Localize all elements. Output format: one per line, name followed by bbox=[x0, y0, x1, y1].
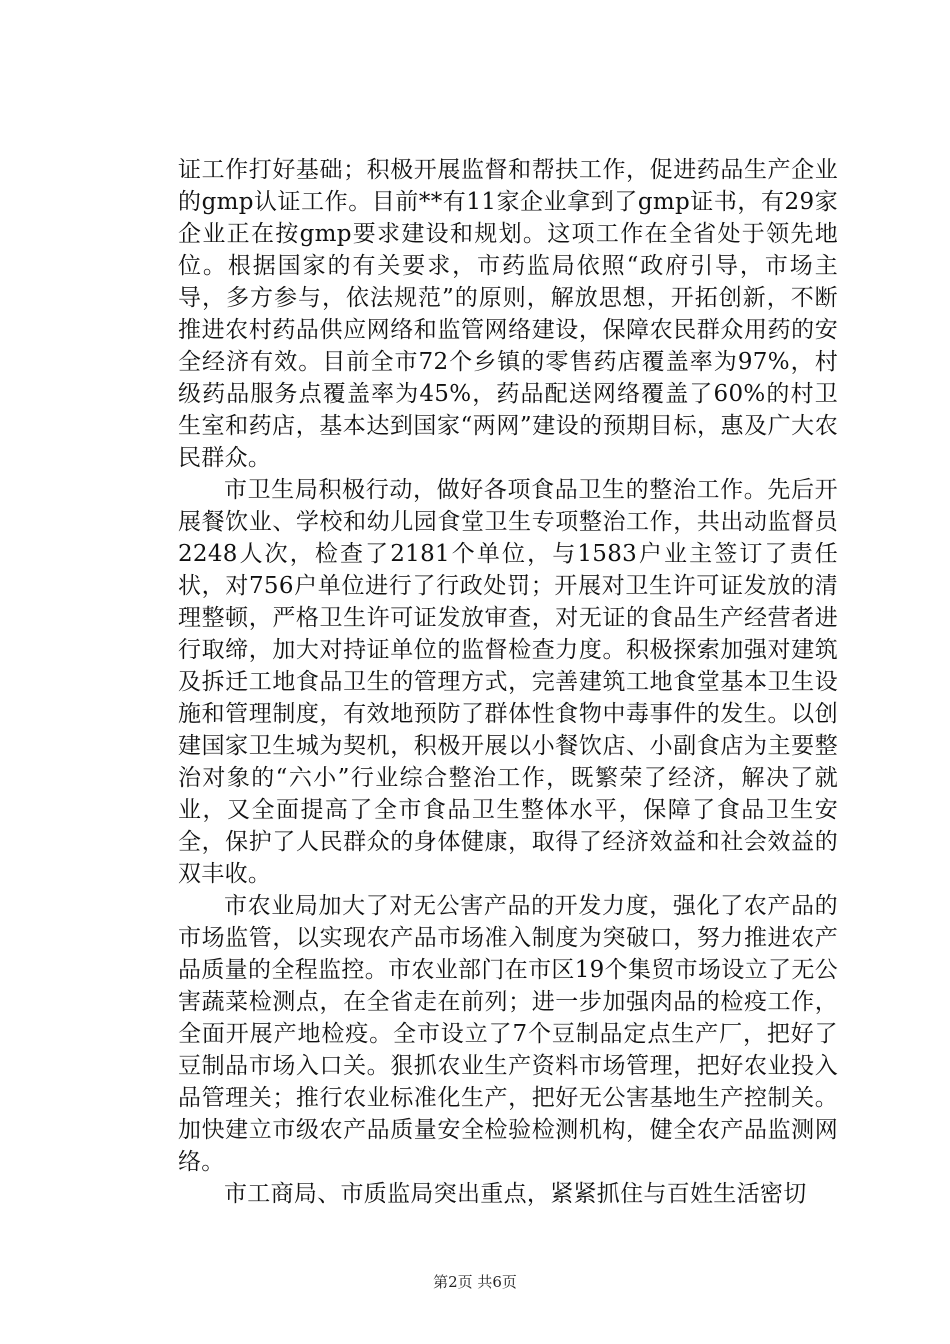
paragraph-4: 市工商局、市质监局突出重点，紧紧抓住与百姓生活密切 bbox=[224, 1181, 807, 1207]
paragraph-2: 市卫生局积极行动，做好各项食品卫生的整治工作。先后开展餐饮业、学校和幼儿园食堂卫生专项整治工作，共出动监督员2248人次，检查了2181个单位，与1583户业主签订了责任状，对756户单位进行了行政处罚；开展对卫生许可证发放的清理整顿，严格卫生许可证发放审查，对无证的食品生产经营者进行取缔，加大对持证单位的监督检查力度。积极探索加强对建筑及拆迁工地食品卫生的管理方式，完善建筑工地食堂基本卫生设施和管理制度，有效地预防了群体性食物中毒事件的发生。以创建国家卫生城为契机，积极开展以小餐饮店、小副食店为主要整治对象的“六小”行业综合整治工作，既繁荣了经济，解决了就业，又全面提高了全市食品卫生整体水平，保障了食品卫生安全，保护了人民群众的身体健康，取得了经济效益和社会效益的双丰收。 bbox=[178, 477, 838, 887]
paragraph-1: 证工作打好基础；积极开展监督和帮扶工作，促进药品生产企业的gmp认证工作。目前**有11家企业拿到了gmp证书，有29家企业正在按gmp要求建设和规划。这项工作在全省处于领先地位。根据国家的有关要求，市药监局依照“政府引导，市场主导，多方参与，依法规范”的原则，解放思想，开拓创新，不断推进农村药品供应网络和监管网络建设，保障农民群众用药的安全经济有效。目前全市72个乡镇的零售药店覆盖率为97%，村级药品服务点覆盖率为45%，药品配送网络覆盖了60%的村卫生室和药店，基本达到国家“两网”建设的预期目标，惠及广大农民群众。 bbox=[178, 157, 838, 471]
paragraph-3: 市农业局加大了对无公害产品的开发力度，强化了农产品的市场监管，以实现农产品市场准入制度为突破口，努力推进农产品质量的全程监控。市农业部门在市区19个集贸市场设立了无公害蔬菜检测点，在全省走在前列；进一步加强肉品的检疫工作，全面开展产地检疫。全市设立了7个豆制品定点生产厂，把好了豆制品市场入口关。狠抓农业生产资料市场管理，把好农业投入品管理关；推行农业标准化生产，把好无公害基地生产控制关。加快建立市级农产品质量安全检验检测机构，健全农产品监测网络。 bbox=[178, 893, 838, 1175]
page-number-footer: 第2页 共6页 bbox=[433, 1273, 517, 1291]
document-body bbox=[178, 154, 838, 1210]
